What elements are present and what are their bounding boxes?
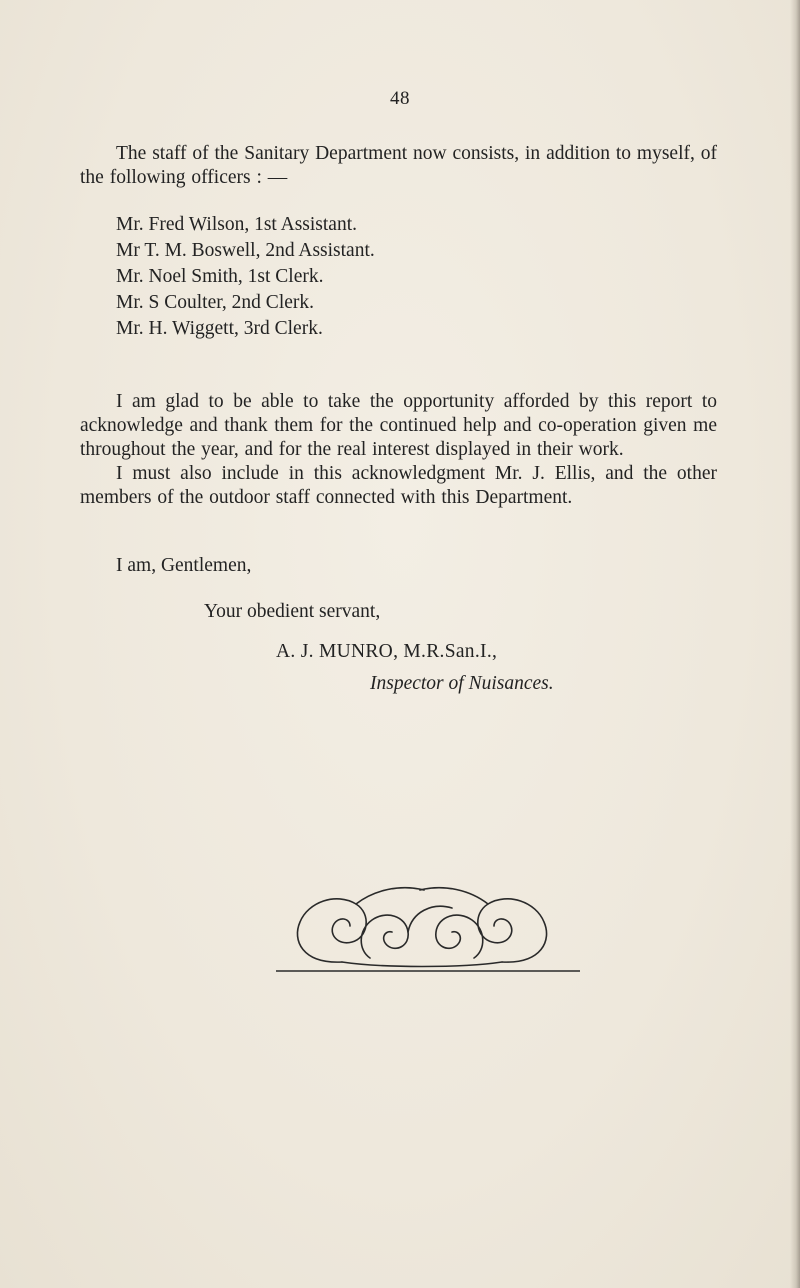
staff-list-item: Mr. Fred Wilson, 1st Assistant. <box>116 214 358 235</box>
signatory-title: Inspector of Nuisances. <box>370 673 554 694</box>
staff-list-item: Mr. H. Wiggett, 3rd Clerk. <box>116 318 323 339</box>
staff-list-item: Mr. S Coulter, 2nd Clerk. <box>116 292 315 313</box>
signatory-name: A. J. MUNRO, M.R.San.I., <box>276 641 498 662</box>
thanks-text: I am glad to be able to take the opportunity afforded by this report to acknowledge and thank them for the continued help and co-operation given me throughout the year, and for the real interest displayed in their work. <box>80 391 717 460</box>
staff-list-item: Mr T. M. Boswell, 2nd Assistant. <box>116 240 375 261</box>
page-edge-shadow <box>790 0 800 1288</box>
valediction: Your obedient servant, <box>204 601 381 622</box>
salutation: I am, Gentlemen, <box>116 555 252 576</box>
thanks-paragraph <box>80 390 717 462</box>
ellis-text: I must also include in this acknowledgment Mr. J. Ellis, and the other members of the outdoor staff connected with this Department. <box>80 463 717 508</box>
scroll-ornament-icon <box>262 870 582 975</box>
staff-list <box>116 212 375 342</box>
ellis-paragraph <box>80 462 717 510</box>
intro-text: The staff of the Sanitary Department now consists, in addition to myself, of the following officers : — <box>80 143 717 188</box>
intro-paragraph <box>80 142 717 190</box>
staff-list-item: Mr. Noel Smith, 1st Clerk. <box>116 266 324 287</box>
page-number: 48 <box>390 88 410 109</box>
